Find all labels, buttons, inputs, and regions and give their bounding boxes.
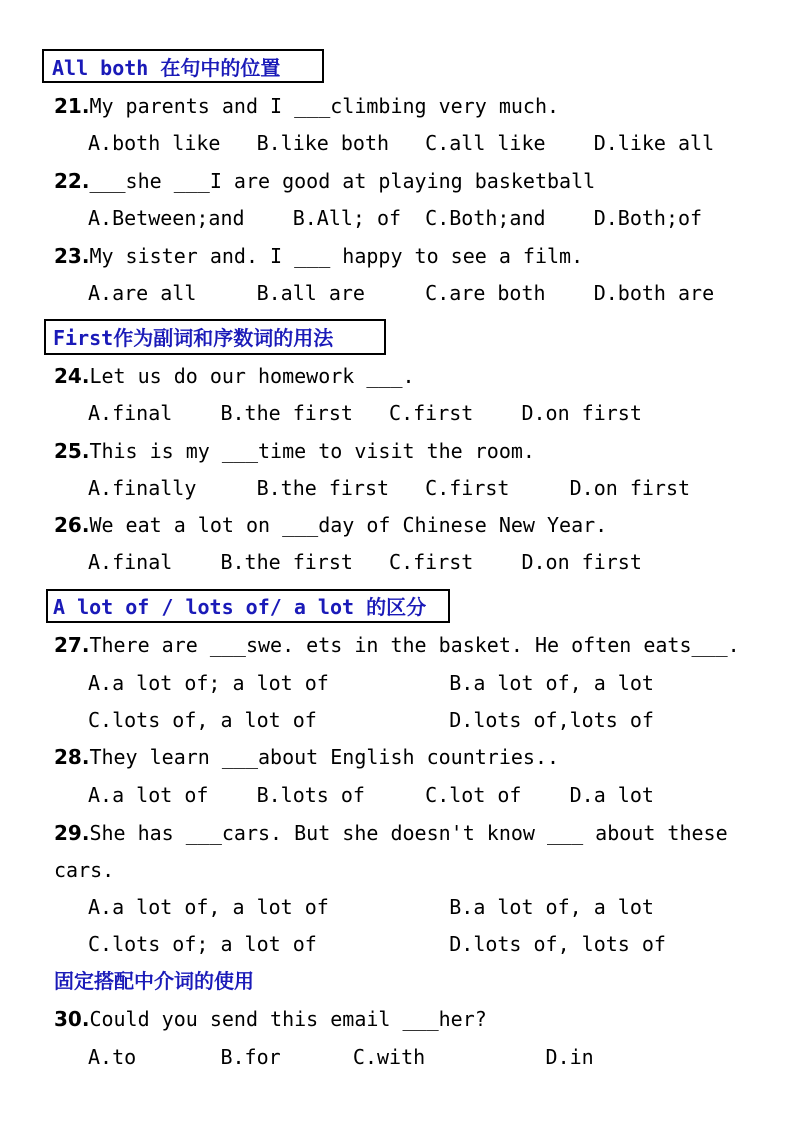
question-text: There are ___swe. ets in the basket. He often eats___.	[89, 633, 740, 657]
question-23	[54, 244, 583, 268]
question-text: They learn ___about English countries..	[89, 745, 560, 769]
question-number: 24.	[54, 364, 90, 388]
question-number: 21.	[54, 94, 90, 118]
question-25	[54, 439, 535, 463]
question-number: 22.	[54, 169, 90, 193]
question-21	[54, 94, 559, 118]
question-text: She has ___cars. But she doesn't know ___ about these	[89, 821, 728, 845]
question-number: 26.	[54, 513, 90, 537]
question-26	[54, 513, 607, 537]
question-30	[54, 1007, 487, 1031]
section-heading: All both 在句中的位置	[52, 56, 281, 80]
question-number: 23.	[54, 244, 90, 268]
options-27-line1: A.a lot of; a lot of B.a lot of, a lot	[88, 671, 654, 695]
options-27-line2: C.lots of, a lot of D.lots of,lots of	[88, 708, 654, 732]
question-text: ___she ___I are good at playing basketball	[89, 169, 596, 193]
options-29-line2: C.lots of; a lot of D.lots of, lots of	[88, 932, 666, 956]
question-number: 30.	[54, 1007, 90, 1031]
question-text: This is my ___time to visit the room.	[89, 439, 535, 463]
options-29-line1: A.a lot of, a lot of B.a lot of, a lot	[88, 895, 654, 919]
question-number: 28.	[54, 745, 90, 769]
question-27	[54, 633, 740, 657]
options-30: A.to B.for C.with D.in	[88, 1045, 594, 1069]
question-22	[54, 169, 595, 193]
question-text: We eat a lot on ___day of Chinese New Year.	[89, 513, 608, 537]
question-28	[54, 745, 559, 769]
options-26: A.final B.the first C.first D.on first	[88, 550, 642, 574]
options-21: A.both like B.like both C.all like D.like all	[88, 131, 715, 155]
question-29	[54, 821, 728, 845]
section-heading: 固定搭配中介词的使用	[54, 969, 254, 993]
question-text: My sister and. I ___ happy to see a film.	[89, 244, 584, 268]
question-text: Let us do our homework ___.	[89, 364, 415, 388]
question-number: 25.	[54, 439, 90, 463]
options-24: A.final B.the first C.first D.on first	[88, 401, 642, 425]
options-23: A.are all B.all are C.are both D.both are	[88, 281, 715, 305]
options-25: A.finally B.the first C.first D.on first	[88, 476, 691, 500]
question-text: Could you send this email ___her?	[89, 1007, 487, 1031]
section-heading: A lot of / lots of/ a lot 的区分	[53, 595, 427, 619]
options-22: A.Between;and B.All; of C.Both;and D.Both;of	[88, 206, 703, 230]
options-28: A.a lot of B.lots of C.lot of D.a lot	[88, 783, 654, 807]
question-number: 29.	[54, 821, 90, 845]
question-number: 27.	[54, 633, 90, 657]
question-text: My parents and I ___climbing very much.	[89, 94, 560, 118]
question-29-continued: cars.	[54, 858, 115, 882]
section-heading: First作为副词和序数词的用法	[53, 326, 334, 350]
question-24	[54, 364, 415, 388]
